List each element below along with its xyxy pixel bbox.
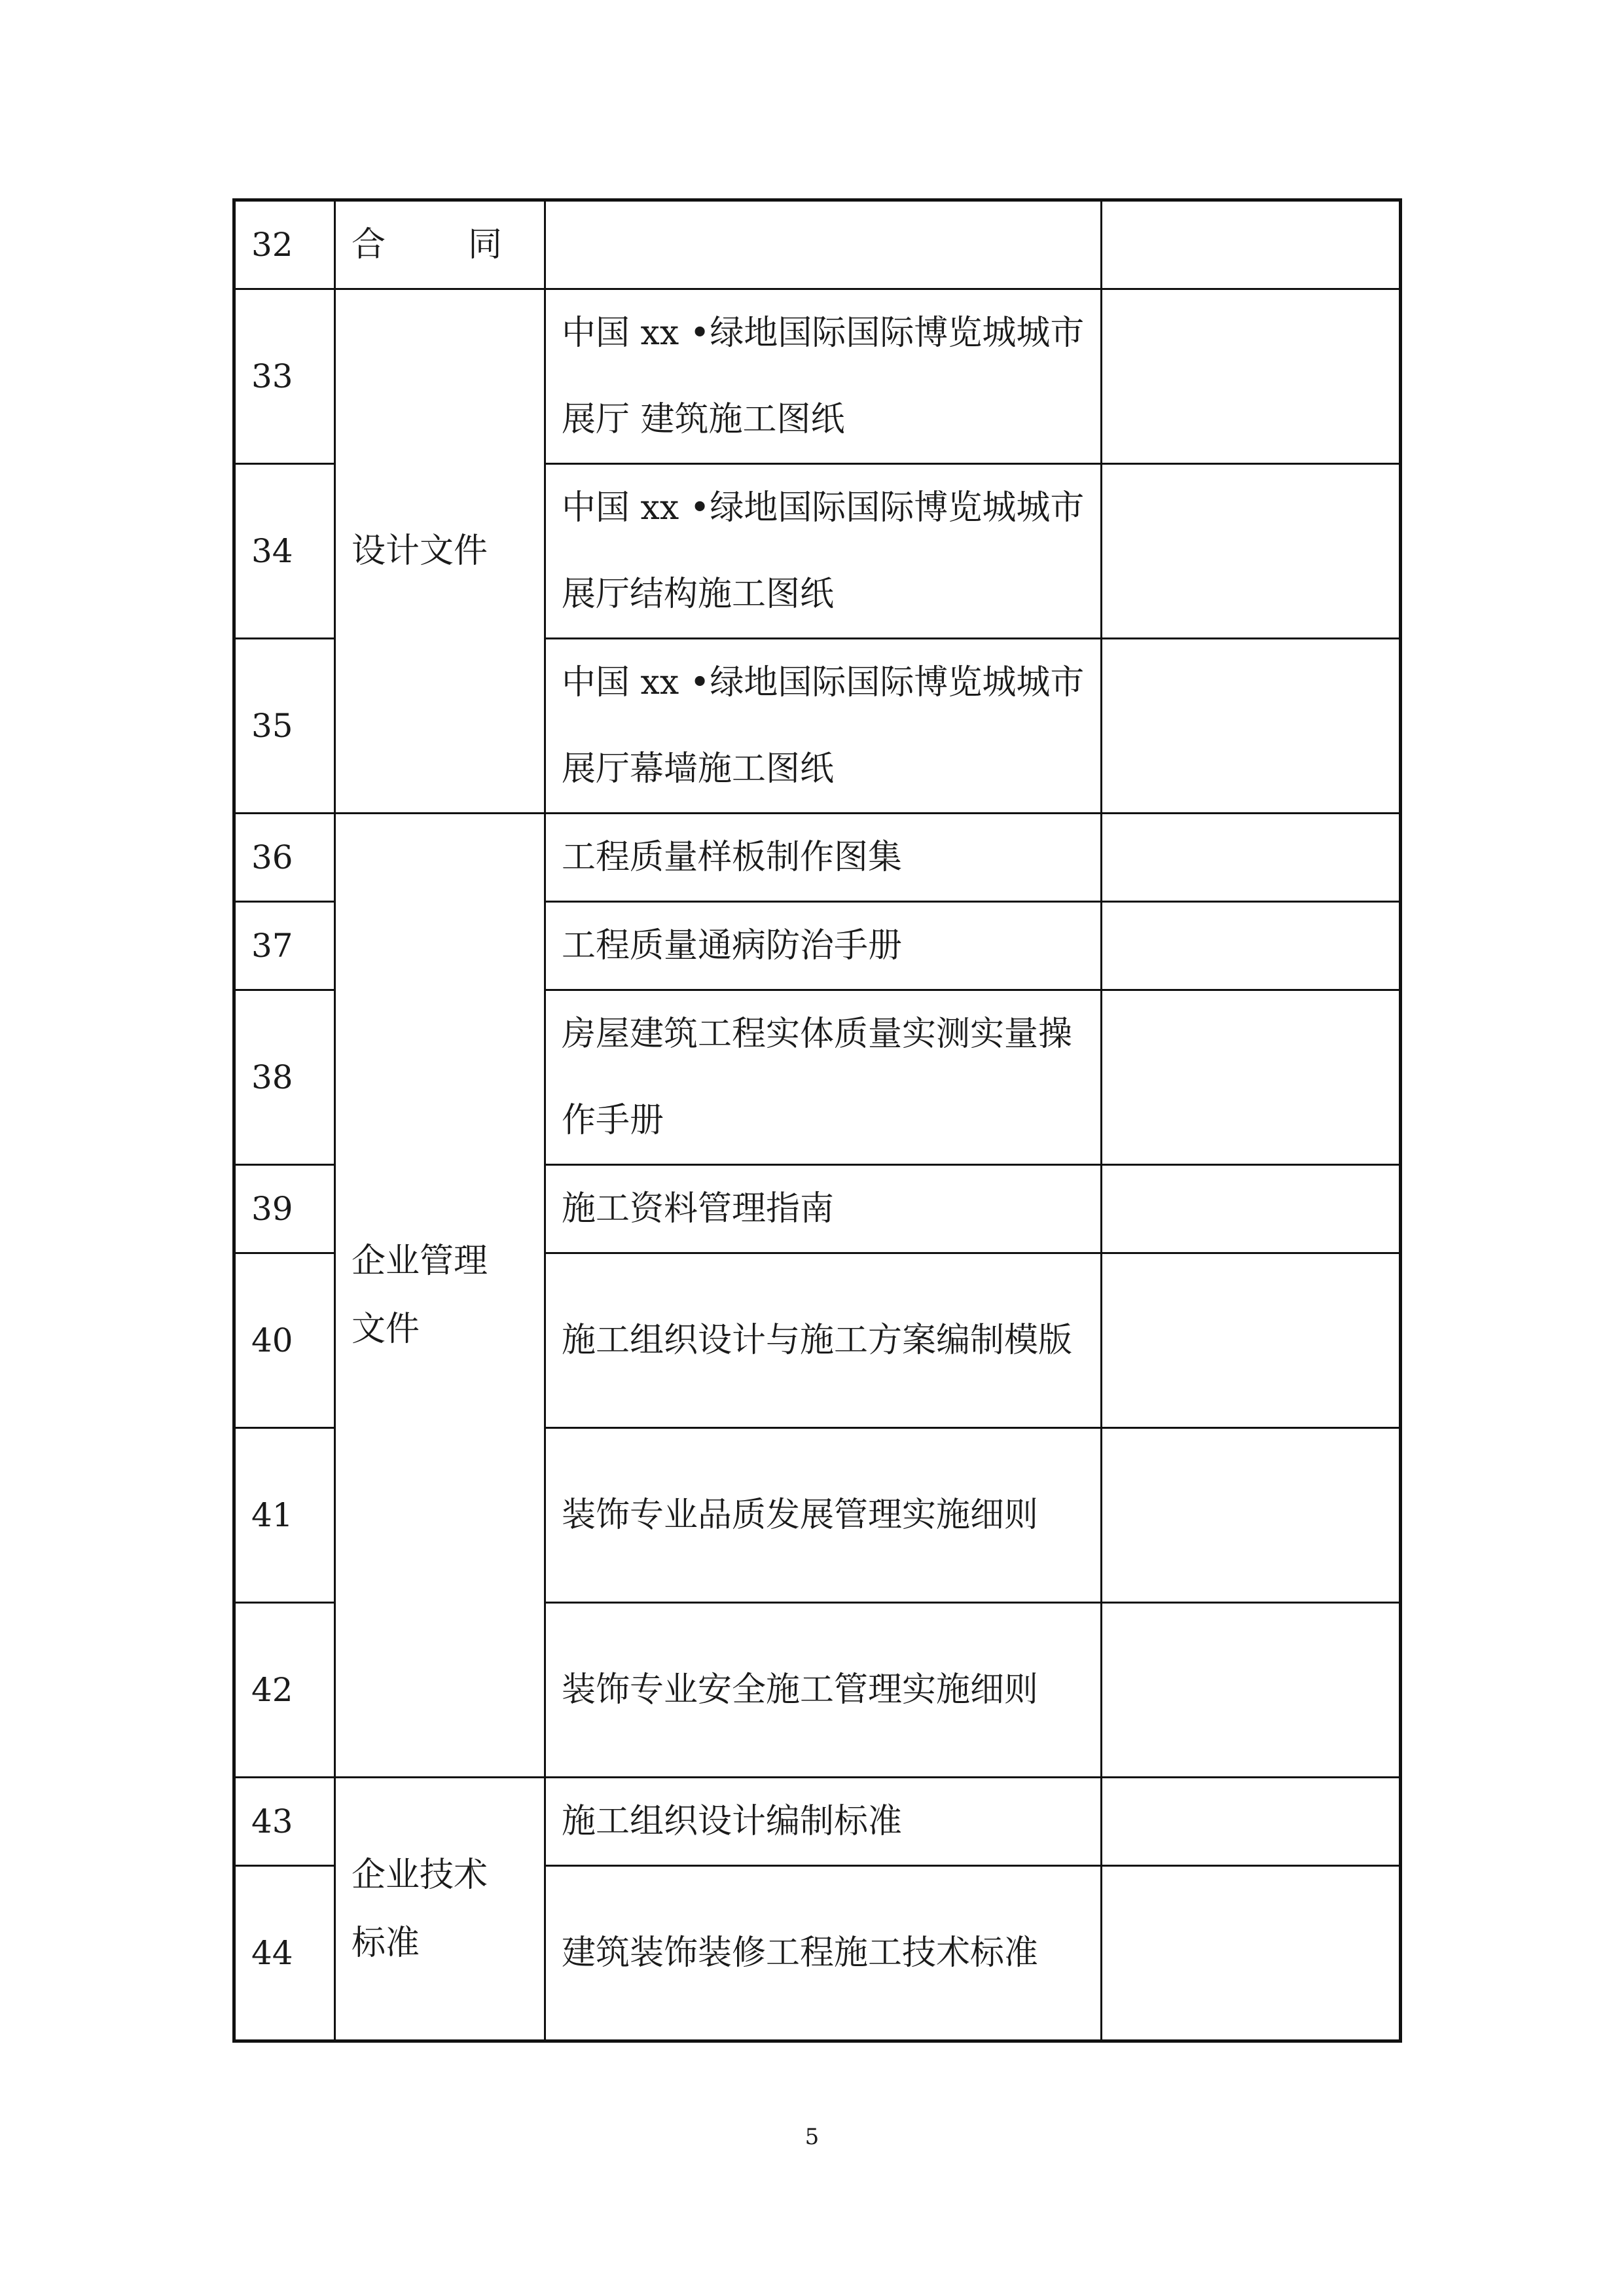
page-number: 5 (804, 2124, 820, 2150)
document-title: 中国 xx •绿地国际国际博览城城市展厅幕墙施工图纸 (545, 639, 1102, 814)
category-label: 文件 (352, 1310, 420, 1349)
remark-cell (1102, 902, 1401, 990)
row-number: 38 (234, 990, 335, 1165)
row-number: 32 (234, 200, 335, 289)
document-title: 中国 xx •绿地国际国际博览城城市展厅结构施工图纸 (545, 464, 1102, 639)
remark-cell (1102, 200, 1401, 289)
row-number: 36 (234, 814, 335, 902)
remark-cell (1102, 1165, 1401, 1253)
row-number: 39 (234, 1165, 335, 1253)
category-cell-technical (335, 1778, 545, 2041)
row-number: 44 (234, 1866, 335, 2041)
category-cell-contract (335, 200, 545, 289)
row-number: 41 (234, 1428, 335, 1603)
remark-cell (1102, 990, 1401, 1165)
document-title: 建筑装饰装修工程施工技术标准 (545, 1866, 1102, 2041)
row-number: 40 (234, 1253, 335, 1428)
document-title: 工程质量通病防治手册 (545, 902, 1102, 990)
row-number: 33 (234, 289, 335, 464)
document-title: 中国 xx •绿地国际国际博览城城市展厅 建筑施工图纸 (545, 289, 1102, 464)
remark-cell (1102, 814, 1401, 902)
document-title: 施工组织设计与施工方案编制模版 (545, 1253, 1102, 1428)
table-row (234, 200, 1401, 289)
document-title: 房屋建筑工程实体质量实测实量操作手册 (545, 990, 1102, 1165)
row-number: 37 (234, 902, 335, 990)
remark-cell (1102, 1428, 1401, 1603)
category-cell-management (335, 814, 545, 1778)
category-label: 企业技术 (352, 1855, 488, 1895)
remark-cell (1102, 464, 1401, 639)
row-number: 43 (234, 1778, 335, 1866)
row-number: 42 (234, 1603, 335, 1778)
remark-cell (1102, 1866, 1401, 2041)
document-title: 施工资料管理指南 (545, 1165, 1102, 1253)
remark-cell (1102, 639, 1401, 814)
document-title: 施工组织设计编制标准 (545, 1778, 1102, 1866)
row-number: 34 (234, 464, 335, 639)
document-title: 装饰专业安全施工管理实施细则 (545, 1603, 1102, 1778)
category-label: 企业管理 (352, 1242, 488, 1281)
category-cell-design: 设计文件 (335, 289, 545, 814)
table-row (234, 814, 1401, 902)
category-label: 合 (352, 225, 386, 264)
row-number: 35 (234, 639, 335, 814)
category-label: 同 (467, 225, 502, 264)
table-row (234, 1778, 1401, 1866)
category-label: 标准 (352, 1923, 420, 1963)
document-list-table (232, 198, 1402, 2043)
document-title: 工程质量样板制作图集 (545, 814, 1102, 902)
remark-cell (1102, 289, 1401, 464)
table-row (234, 289, 1401, 464)
remark-cell (1102, 1778, 1401, 1866)
document-title (545, 200, 1102, 289)
remark-cell (1102, 1253, 1401, 1428)
document-title: 装饰专业品质发展管理实施细则 (545, 1428, 1102, 1603)
remark-cell (1102, 1603, 1401, 1778)
